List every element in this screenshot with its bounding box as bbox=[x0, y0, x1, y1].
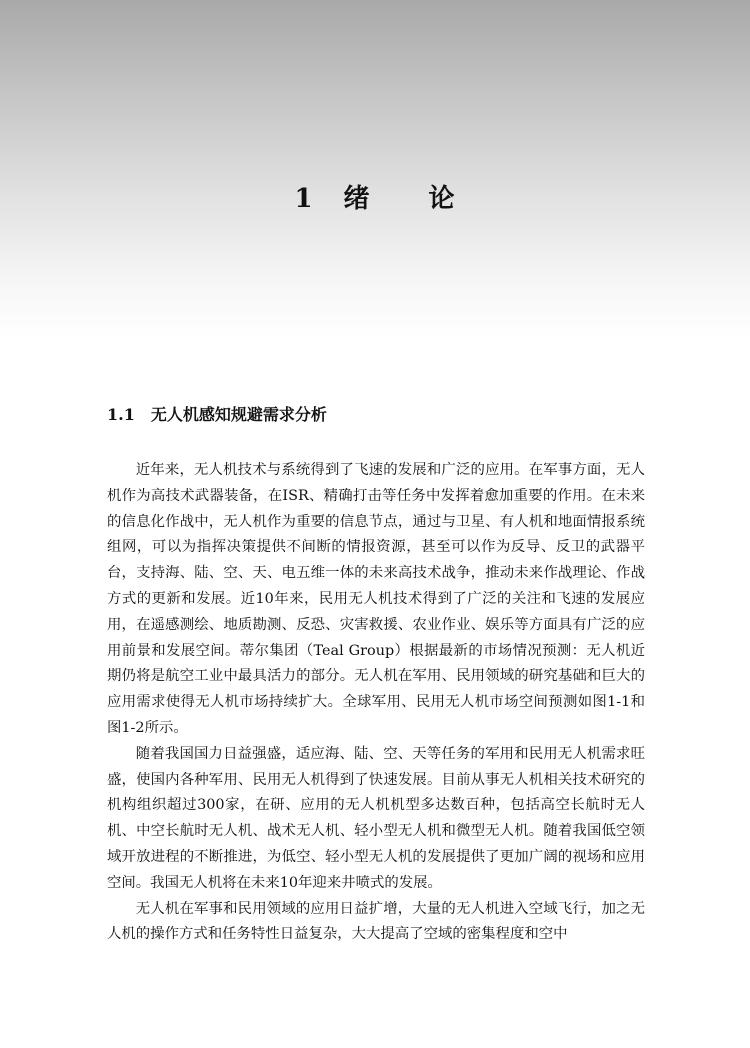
section-heading bbox=[107, 402, 327, 425]
chapter-title-char-1: 绪 bbox=[343, 184, 371, 214]
section-number: 1.1 bbox=[107, 405, 135, 424]
paragraph-3: 无人机在军事和民用领域的应用日益扩增，大量的无人机进入空域飞行，加之无人机的操作方式和任务特性日益复杂，大大提高了空域的密集程度和空中 bbox=[107, 900, 645, 943]
paragraph-1: 近年来，无人机技术与系统得到了飞速的发展和广泛的应用。在军事方面，无人机作为高技术武器装备，在ISR、精确打击等任务中发挥着愈加重要的作用。在未来的信息化作战中，无人机作为重要的信息节点，通过与卫星、有人机和地面情报系统组网，可以为指挥决策提供不间断的情报资源，甚至可以作为反导、反卫的武器平台，支持海、陆、空、天、电五维一体的未来高技术战争，推动未来作战理论、作战方式的更新和发展。近10年来，民用无人机技术得到了广泛的关注和飞速的发展应用，在遥感测绘、地质勘测、反恐、灾害救援、农业作业、娱乐等方面具有广泛的应用前景和发展空间。蒂尔集团（Teal Group）根据最新的市场情况预测：无人机近期仍将是航空工业中最具活力的部分。无人机在军用、民用领域的研究基础和巨大的应用需求使得无人机市场持续扩大。全球军用、民用无人机市场空间预测如图1-1和图1-2所示。 bbox=[107, 462, 645, 736]
chapter-title-char-2: 论 bbox=[428, 184, 456, 214]
body-text bbox=[107, 458, 645, 948]
chapter-number: 1 bbox=[294, 184, 314, 214]
section-title: 无人机感知规避需求分析 bbox=[150, 405, 327, 424]
chapter-title bbox=[0, 178, 750, 215]
paragraph-2: 随着我国国力日益强盛，适应海、陆、空、天等任务的军用和民用无人机需求旺盛，使国内各种军用、民用无人机得到了快速发展。目前从事无人机相关技术研究的机构组织超过300家，在研、应用的无人机机型多达数百种，包括高空长航时无人机、中空长航时无人机、战术无人机、轻小型无人机和微型无人机。随着我国低空领域开放进程的不断推进，为低空、轻小型无人机的发展提供了更加广阔的视场和应用空间。我国无人机将在未来10年迎来井喷式的发展。 bbox=[107, 745, 645, 891]
